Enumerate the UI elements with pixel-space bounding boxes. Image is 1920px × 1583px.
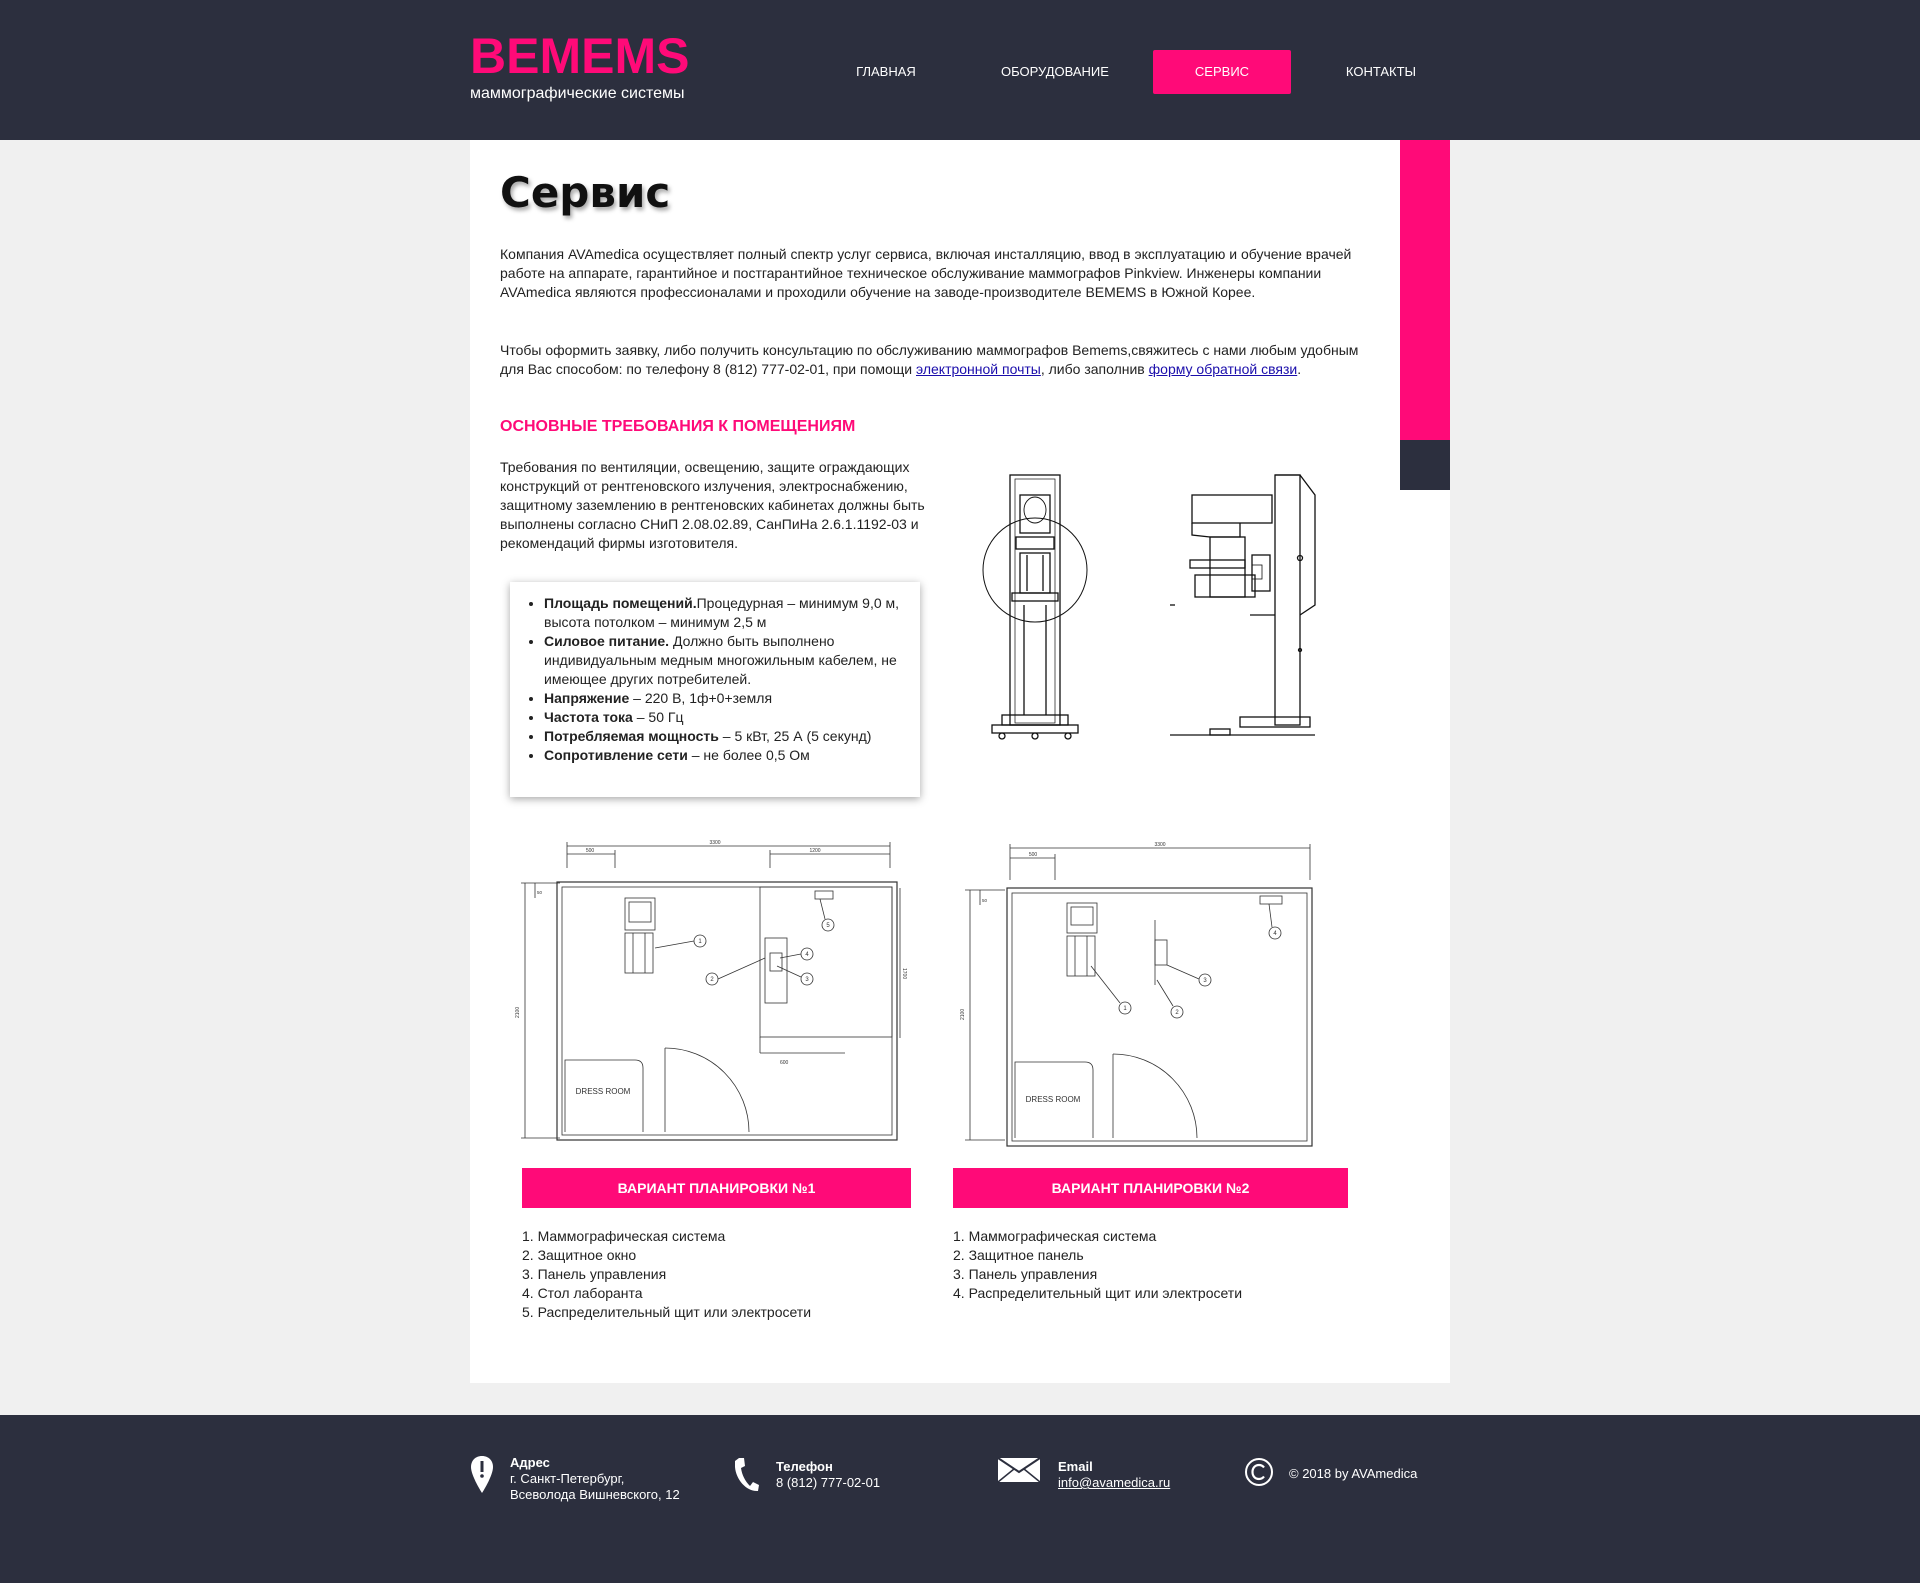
requirements-heading: ОСНОВНЫЕ ТРЕБОВАНИЯ К ПОМЕЩЕНИЯМ <box>500 418 856 435</box>
footer-email-title: Email <box>1058 1459 1093 1474</box>
list-item: 1. Маммографическая система <box>953 1228 1157 1244</box>
nav-item-contacts[interactable]: КОНТАКТЫ <box>1345 64 1417 79</box>
spec-text: – 220 В, 1ф+0+земля <box>629 690 773 706</box>
spec-item <box>544 708 900 727</box>
footer-address <box>510 1455 680 1503</box>
spec-item <box>544 632 900 689</box>
feedback-form-link[interactable]: форму обратной связи <box>1148 361 1298 377</box>
plan2-legend <box>953 1227 1242 1303</box>
list-item: 3. Панель управления <box>953 1266 1098 1282</box>
side-dark-block <box>1400 440 1450 490</box>
dim-500: 500 <box>585 848 595 854</box>
footer-address-line2: Всеволода Вишневского, 12 <box>510 1487 680 1502</box>
spec-text: – не более 0,5 Ом <box>687 747 810 763</box>
spec-label: Напряжение <box>544 690 630 706</box>
dim-3300: 3300 <box>709 840 721 846</box>
dim-50: 50 <box>537 890 543 895</box>
footer-phone <box>776 1459 880 1491</box>
dress-room-label: DRESS ROOM <box>575 1087 631 1096</box>
dress-room-label: DRESS ROOM <box>1025 1095 1081 1104</box>
copyright-icon <box>1244 1457 1274 1487</box>
spec-label: Площадь помещений. <box>544 595 697 611</box>
nav-item-home[interactable]: ГЛАВНАЯ <box>856 64 916 79</box>
spec-item <box>544 689 900 708</box>
footer-email-link[interactable]: info@avamedica.ru <box>1058 1475 1171 1490</box>
contact-paragraph <box>500 341 1370 379</box>
svg-text:3: 3 <box>805 977 809 983</box>
spec-text: – 50 Гц <box>632 709 684 725</box>
list-item: 5. Распределительный щит или электросети <box>522 1304 812 1320</box>
list-item: 2. Защитное панель <box>953 1247 1084 1263</box>
page-title: Сервис <box>500 168 671 217</box>
list-item: 3. Панель управления <box>522 1266 667 1282</box>
footer-phone-title: Телефон <box>776 1459 833 1474</box>
dim-600: 600 <box>780 1060 789 1066</box>
spec-text: Процедурная – минимум 9,0 м, высота потолком – минимум 2,5 м <box>544 595 900 630</box>
dim-500: 500 <box>1028 852 1038 858</box>
phone-icon <box>733 1455 761 1495</box>
list-item: 4. Стол лаборанта <box>522 1285 643 1301</box>
location-pin-icon <box>470 1455 494 1495</box>
plan1-legend <box>522 1227 811 1322</box>
svg-text:4: 4 <box>1273 931 1277 937</box>
contact-paragraph-text: Чтобы оформить заявку, либо получить консультацию по обслуживанию маммографов Bemems,свяжитесь с нами любым удобным для Вас способом: по телефону 8 (812) 777-02-01, при помощи <box>500 342 1359 377</box>
svg-text:2: 2 <box>710 977 714 983</box>
footer-copyright: © 2018 by AVAmedica <box>1289 1466 1418 1481</box>
requirements-text: Требования по вентиляции, освещению, защите ограждающих конструкций от рентгеновского излучения, электроснабжению, защитному заземлению в рентгеновских кабинетах должны быть выполнены согласно СНиП 2.08.02.89, СанПиНа 2.6.1.1192-03 и рекомендаций фирмы изготовителя. <box>500 459 925 551</box>
list-item: 2. Защитное окно <box>522 1247 637 1263</box>
footer-phone-number[interactable]: 8 (812) 777-02-01 <box>776 1475 881 1490</box>
spec-label: Сопротивление сети <box>544 747 688 763</box>
footer-address-line1: г. Санкт-Петербург, <box>510 1471 625 1486</box>
spec-item <box>544 746 900 765</box>
dim-3300: 3300 <box>1154 842 1166 848</box>
dim-2100: 2100 <box>515 1006 521 1018</box>
svg-text:2: 2 <box>1175 1010 1179 1016</box>
footer-address-title: Адрес <box>510 1455 550 1470</box>
dim-1700: 1700 <box>901 968 907 980</box>
dim-2100: 2100 <box>960 1008 966 1020</box>
list-item: 4. Распределительный щит или электросети <box>953 1285 1243 1301</box>
spec-label: Частота тока <box>544 709 633 725</box>
site-header <box>0 0 1920 140</box>
nav-item-service[interactable]: СЕРВИС <box>1153 50 1291 94</box>
spec-label: Потребляемая мощность <box>544 728 719 744</box>
spec-text: Должно быть выполнено индивидуальным медным многожильным кабелем, не имеющее других потребителей. <box>544 633 897 687</box>
svg-text:3: 3 <box>1203 978 1207 984</box>
mammograph-front-view <box>983 475 1087 739</box>
site-footer <box>0 1415 1920 1583</box>
dim-1200: 1200 <box>809 848 821 854</box>
intro-paragraph: Компания AVAmedica осуществляет полный спектр услуг сервиса, включая инсталляцию, ввод в эксплуатацию и обучение врачей работе на аппарате, гарантийное и постгарантийное техническое обслуживание маммографов Pinkview. Инженеры компании AVAmedica являются профессионалами и проходили обучение на заводе-производителе BEMEMS в Южной Корее. <box>500 246 1352 300</box>
plan-variant-1-button[interactable]: ВАРИАНТ ПЛАНИРОВКИ №1 <box>522 1168 911 1208</box>
spec-item <box>544 594 900 632</box>
contact-paragraph-end: . <box>1297 361 1302 377</box>
logo[interactable] <box>470 28 689 104</box>
list-item: 1. Маммографическая система <box>522 1228 726 1244</box>
contact-paragraph-text-middle: , либо заполнив <box>1040 361 1149 377</box>
footer-email <box>1058 1459 1170 1491</box>
svg-text:4: 4 <box>805 952 809 958</box>
svg-text:1: 1 <box>1123 1006 1127 1012</box>
mammograph-drawing <box>970 465 1340 745</box>
logo-title: BEMEMS <box>470 28 690 84</box>
plan-variant-2-button[interactable]: ВАРИАНТ ПЛАНИРОВКИ №2 <box>953 1168 1348 1208</box>
mammograph-side-view <box>1170 475 1315 735</box>
email-link[interactable]: электронной почты <box>916 361 1041 377</box>
spec-label: Силовое питание. <box>544 633 670 649</box>
nav-item-equipment[interactable]: ОБОРУДОВАНИЕ <box>1001 64 1109 79</box>
side-accent-bar <box>1400 140 1450 440</box>
envelope-icon <box>997 1457 1041 1483</box>
svg-text:5: 5 <box>826 923 830 929</box>
floor-plan-2 <box>955 840 1330 1150</box>
svg-text:1: 1 <box>698 939 702 945</box>
dim-50: 50 <box>982 898 988 903</box>
specs-card <box>510 582 920 797</box>
floor-plan-1 <box>515 838 920 1148</box>
spec-item <box>544 727 900 746</box>
spec-text: – 5 кВт, 25 А (5 секунд) <box>718 728 872 744</box>
logo-subtitle: маммографические системы <box>470 85 685 102</box>
